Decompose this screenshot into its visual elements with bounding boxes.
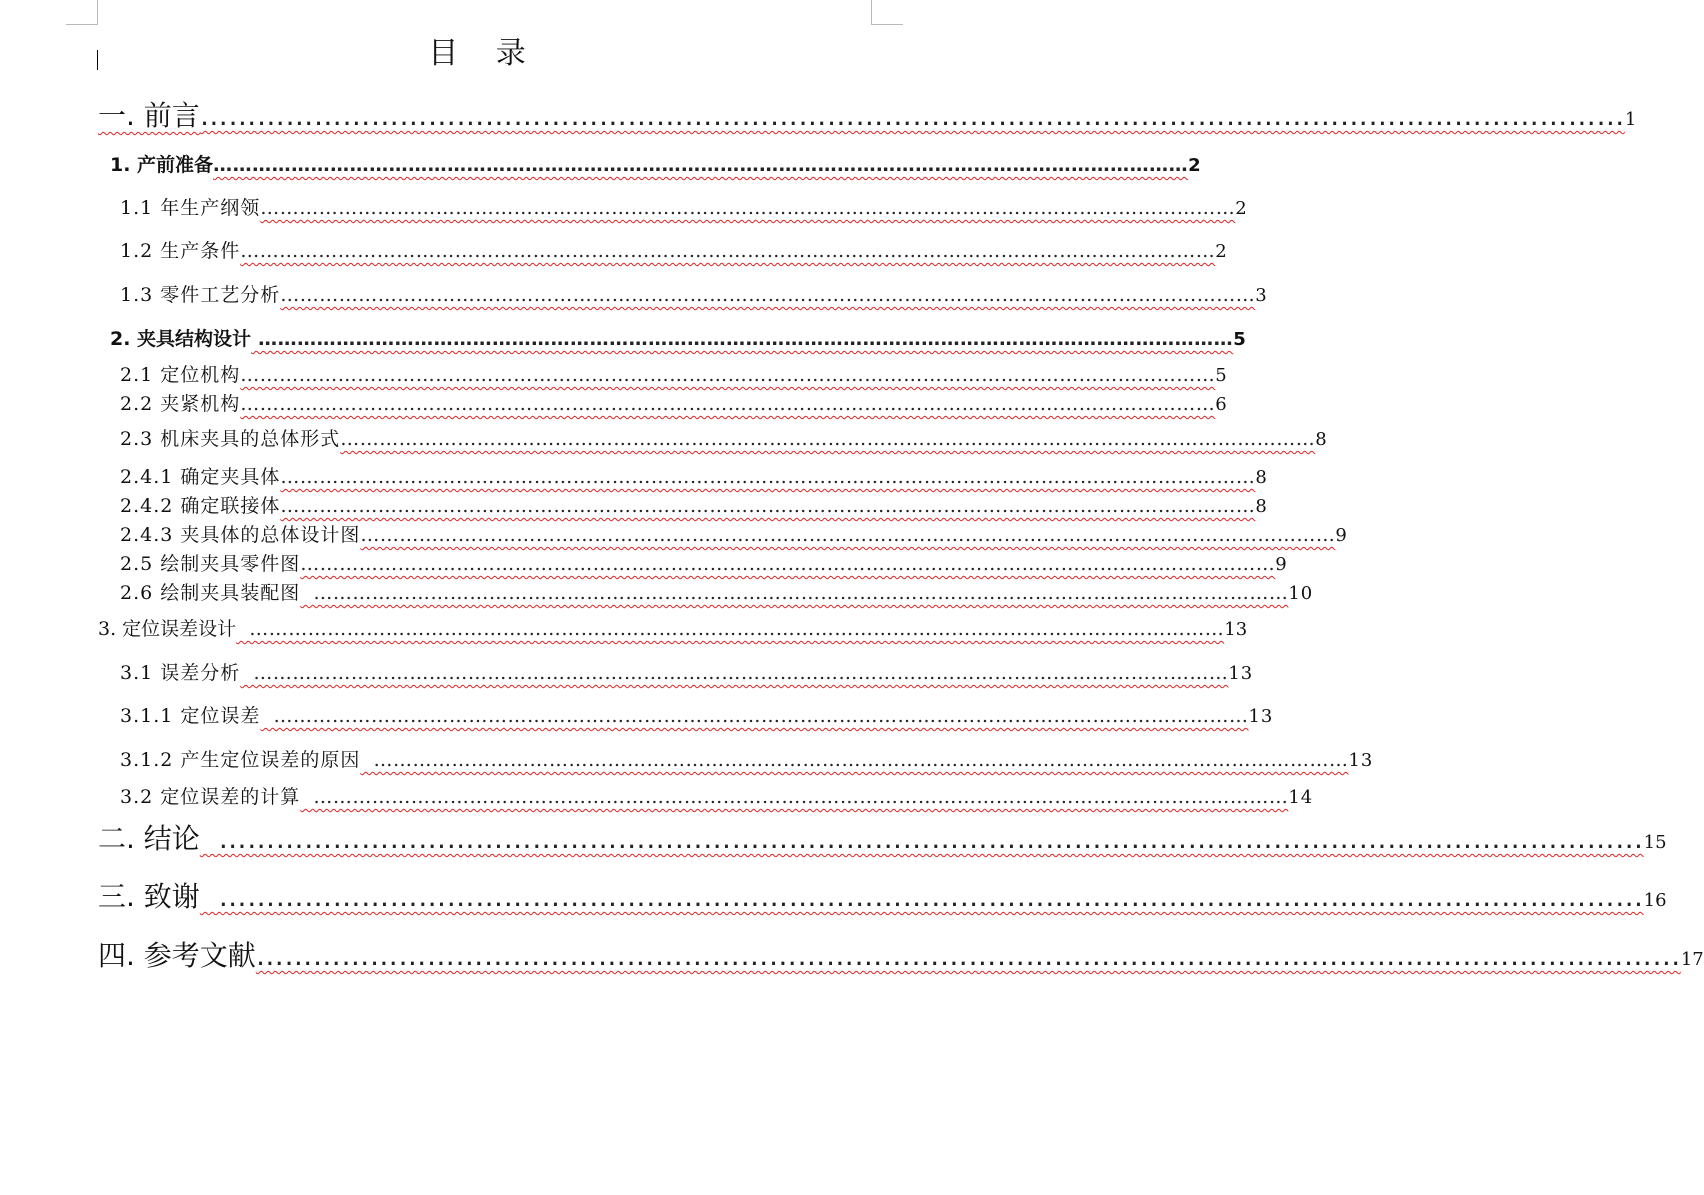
toc-leader-dots: …………………………………………………………………………………………………………………………………… <box>236 618 1225 640</box>
toc-leader-dots: …………………………………………………………………………………………………………………………………… <box>300 786 1289 808</box>
toc-page-number: 9 <box>1275 554 1288 575</box>
toc-entry-text: 一. 前言 <box>98 99 200 132</box>
toc-entry[interactable] <box>120 282 1268 309</box>
toc-entry-text: 2.2 夹紧机构 <box>120 393 241 415</box>
toc-entry-text: 1.2 生产条件 <box>120 240 241 262</box>
toc-page-number: 10 <box>1288 583 1314 604</box>
toc-page-number: 8 <box>1255 467 1268 488</box>
toc-entry-text: 3.1 误差分析 <box>120 662 241 684</box>
toc-leader-dots: …………………………………………………………………………………………………………………………………… <box>240 662 1229 684</box>
toc-page-number: 16 <box>1643 890 1667 911</box>
toc-entry-text: 2.1 定位机构 <box>120 364 241 386</box>
toc-entry-text: 四. 参考文献 <box>98 939 256 972</box>
toc-leader-dots: …………………………………………………………………………………………………………………………………… <box>360 524 1336 546</box>
toc-entry[interactable] <box>120 747 1374 774</box>
page-corner-top-left <box>66 0 98 25</box>
toc-page-number: 14 <box>1288 787 1314 808</box>
toc-entry-text: 2.4.3 夹具体的总体设计图 <box>120 524 361 546</box>
toc-leader-dots: …………………………………………………………………………………………………………………………………… <box>199 99 1625 132</box>
toc-page-number: 2 <box>1215 241 1228 262</box>
toc-leader-dots: …………………………………………………………………………………………………………………………………… <box>260 705 1249 727</box>
toc-entry[interactable] <box>120 703 1274 730</box>
toc-page-number: 2 <box>1235 198 1248 219</box>
toc-entry-text: 三. 致谢 <box>98 880 200 913</box>
toc-leader-dots: …………………………………………………………………………………………………………………………………… <box>280 466 1256 488</box>
toc-entry[interactable] <box>98 880 1667 918</box>
toc-leader-dots: …………………………………………………………………………………………………………………………………… <box>251 328 1234 350</box>
toc-entry[interactable] <box>98 616 1248 643</box>
toc-entry[interactable] <box>98 822 1667 860</box>
toc-leader-dots: …………………………………………………………………………………………………………………………………… <box>300 582 1289 604</box>
toc-entry-text: 2.3 机床夹具的总体形式 <box>120 428 341 450</box>
toc-entry[interactable] <box>120 580 1314 607</box>
toc-leader-dots: …………………………………………………………………………………………………………………………………… <box>340 428 1316 450</box>
toc-leader-dots: …………………………………………………………………………………………………………………………………… <box>240 393 1216 415</box>
toc-entry[interactable] <box>98 99 1637 137</box>
page-corner-top-right <box>871 0 903 25</box>
toc-page-number: 8 <box>1255 496 1268 517</box>
toc-leader-dots: …………………………………………………………………………………………………………………………………… <box>360 749 1349 771</box>
toc-entry-text: 1.1 年生产纲领 <box>120 197 261 219</box>
toc-entry[interactable] <box>120 238 1228 265</box>
toc-entry[interactable] <box>120 464 1268 491</box>
toc-entry-text: 3.1.2 产生定位误差的原因 <box>120 749 361 771</box>
toc-entry-text: 2.5 绘制夹具零件图 <box>120 553 301 575</box>
toc-entry[interactable] <box>110 326 1246 353</box>
toc-leader-dots: …………………………………………………………………………………………………………………………………… <box>260 197 1236 219</box>
toc-entry[interactable] <box>120 493 1268 520</box>
toc-page-number: 15 <box>1643 832 1667 853</box>
toc-leader-dots: …………………………………………………………………………………………………………………………………… <box>199 822 1644 855</box>
toc-entry[interactable] <box>120 660 1254 687</box>
toc-page-number: 8 <box>1315 429 1328 450</box>
toc-entry-text: 2.4.2 确定联接体 <box>120 495 281 517</box>
toc-entry-text: 2. 夹具结构设计 <box>110 328 252 350</box>
toc-leader-dots: …………………………………………………………………………………………………………………………………… <box>213 154 1189 176</box>
toc-page-number: 2 <box>1188 155 1201 176</box>
toc-leader-dots: …………………………………………………………………………………………………………………………………… <box>255 939 1681 972</box>
toc-leader-dots: …………………………………………………………………………………………………………………………………… <box>240 240 1216 262</box>
toc-entry[interactable] <box>120 426 1328 453</box>
toc-leader-dots: …………………………………………………………………………………………………………………………………… <box>240 364 1216 386</box>
toc-page-number: 13 <box>1348 750 1374 771</box>
toc-page-number: 17 <box>1680 949 1704 970</box>
toc-entry-text: 2.4.1 确定夹具体 <box>120 466 281 488</box>
toc-leader-dots: …………………………………………………………………………………………………………………………………… <box>199 880 1644 913</box>
toc-entry[interactable] <box>110 152 1201 179</box>
toc-entry-text: 3. 定位误差设计 <box>98 618 237 640</box>
toc-title: 目 录 <box>428 36 540 71</box>
toc-page-number: 5 <box>1233 329 1246 350</box>
toc-entry-text: 1.3 零件工艺分析 <box>120 284 281 306</box>
toc-entry-text: 2.6 绘制夹具装配图 <box>120 582 301 604</box>
toc-page-number: 9 <box>1335 525 1348 546</box>
toc-entry[interactable] <box>120 551 1288 578</box>
toc-page-number: 5 <box>1215 365 1228 386</box>
toc-page-number: 13 <box>1224 619 1248 640</box>
toc-entry[interactable] <box>120 391 1228 418</box>
toc-page-number: 13 <box>1228 663 1254 684</box>
toc-entry-text: 二. 结论 <box>98 822 200 855</box>
toc-page-number: 1 <box>1624 109 1637 130</box>
toc-leader-dots: …………………………………………………………………………………………………………………………………… <box>280 495 1256 517</box>
toc-leader-dots: …………………………………………………………………………………………………………………………………… <box>280 284 1256 306</box>
toc-entry[interactable] <box>120 195 1248 222</box>
toc-entry[interactable] <box>120 362 1228 389</box>
toc-page-number: 3 <box>1255 285 1268 306</box>
toc-entry[interactable] <box>120 784 1314 811</box>
toc-entry-text: 3.2 定位误差的计算 <box>120 786 301 808</box>
toc-entry-text: 3.1.1 定位误差 <box>120 705 261 727</box>
toc-page-number: 6 <box>1215 394 1228 415</box>
toc-entry[interactable] <box>120 522 1348 549</box>
toc-entry[interactable] <box>98 939 1704 977</box>
toc-page-number: 13 <box>1248 706 1274 727</box>
toc-leader-dots: …………………………………………………………………………………………………………………………………… <box>300 553 1276 575</box>
toc-entry-text: 1. 产前准备 <box>110 154 214 176</box>
